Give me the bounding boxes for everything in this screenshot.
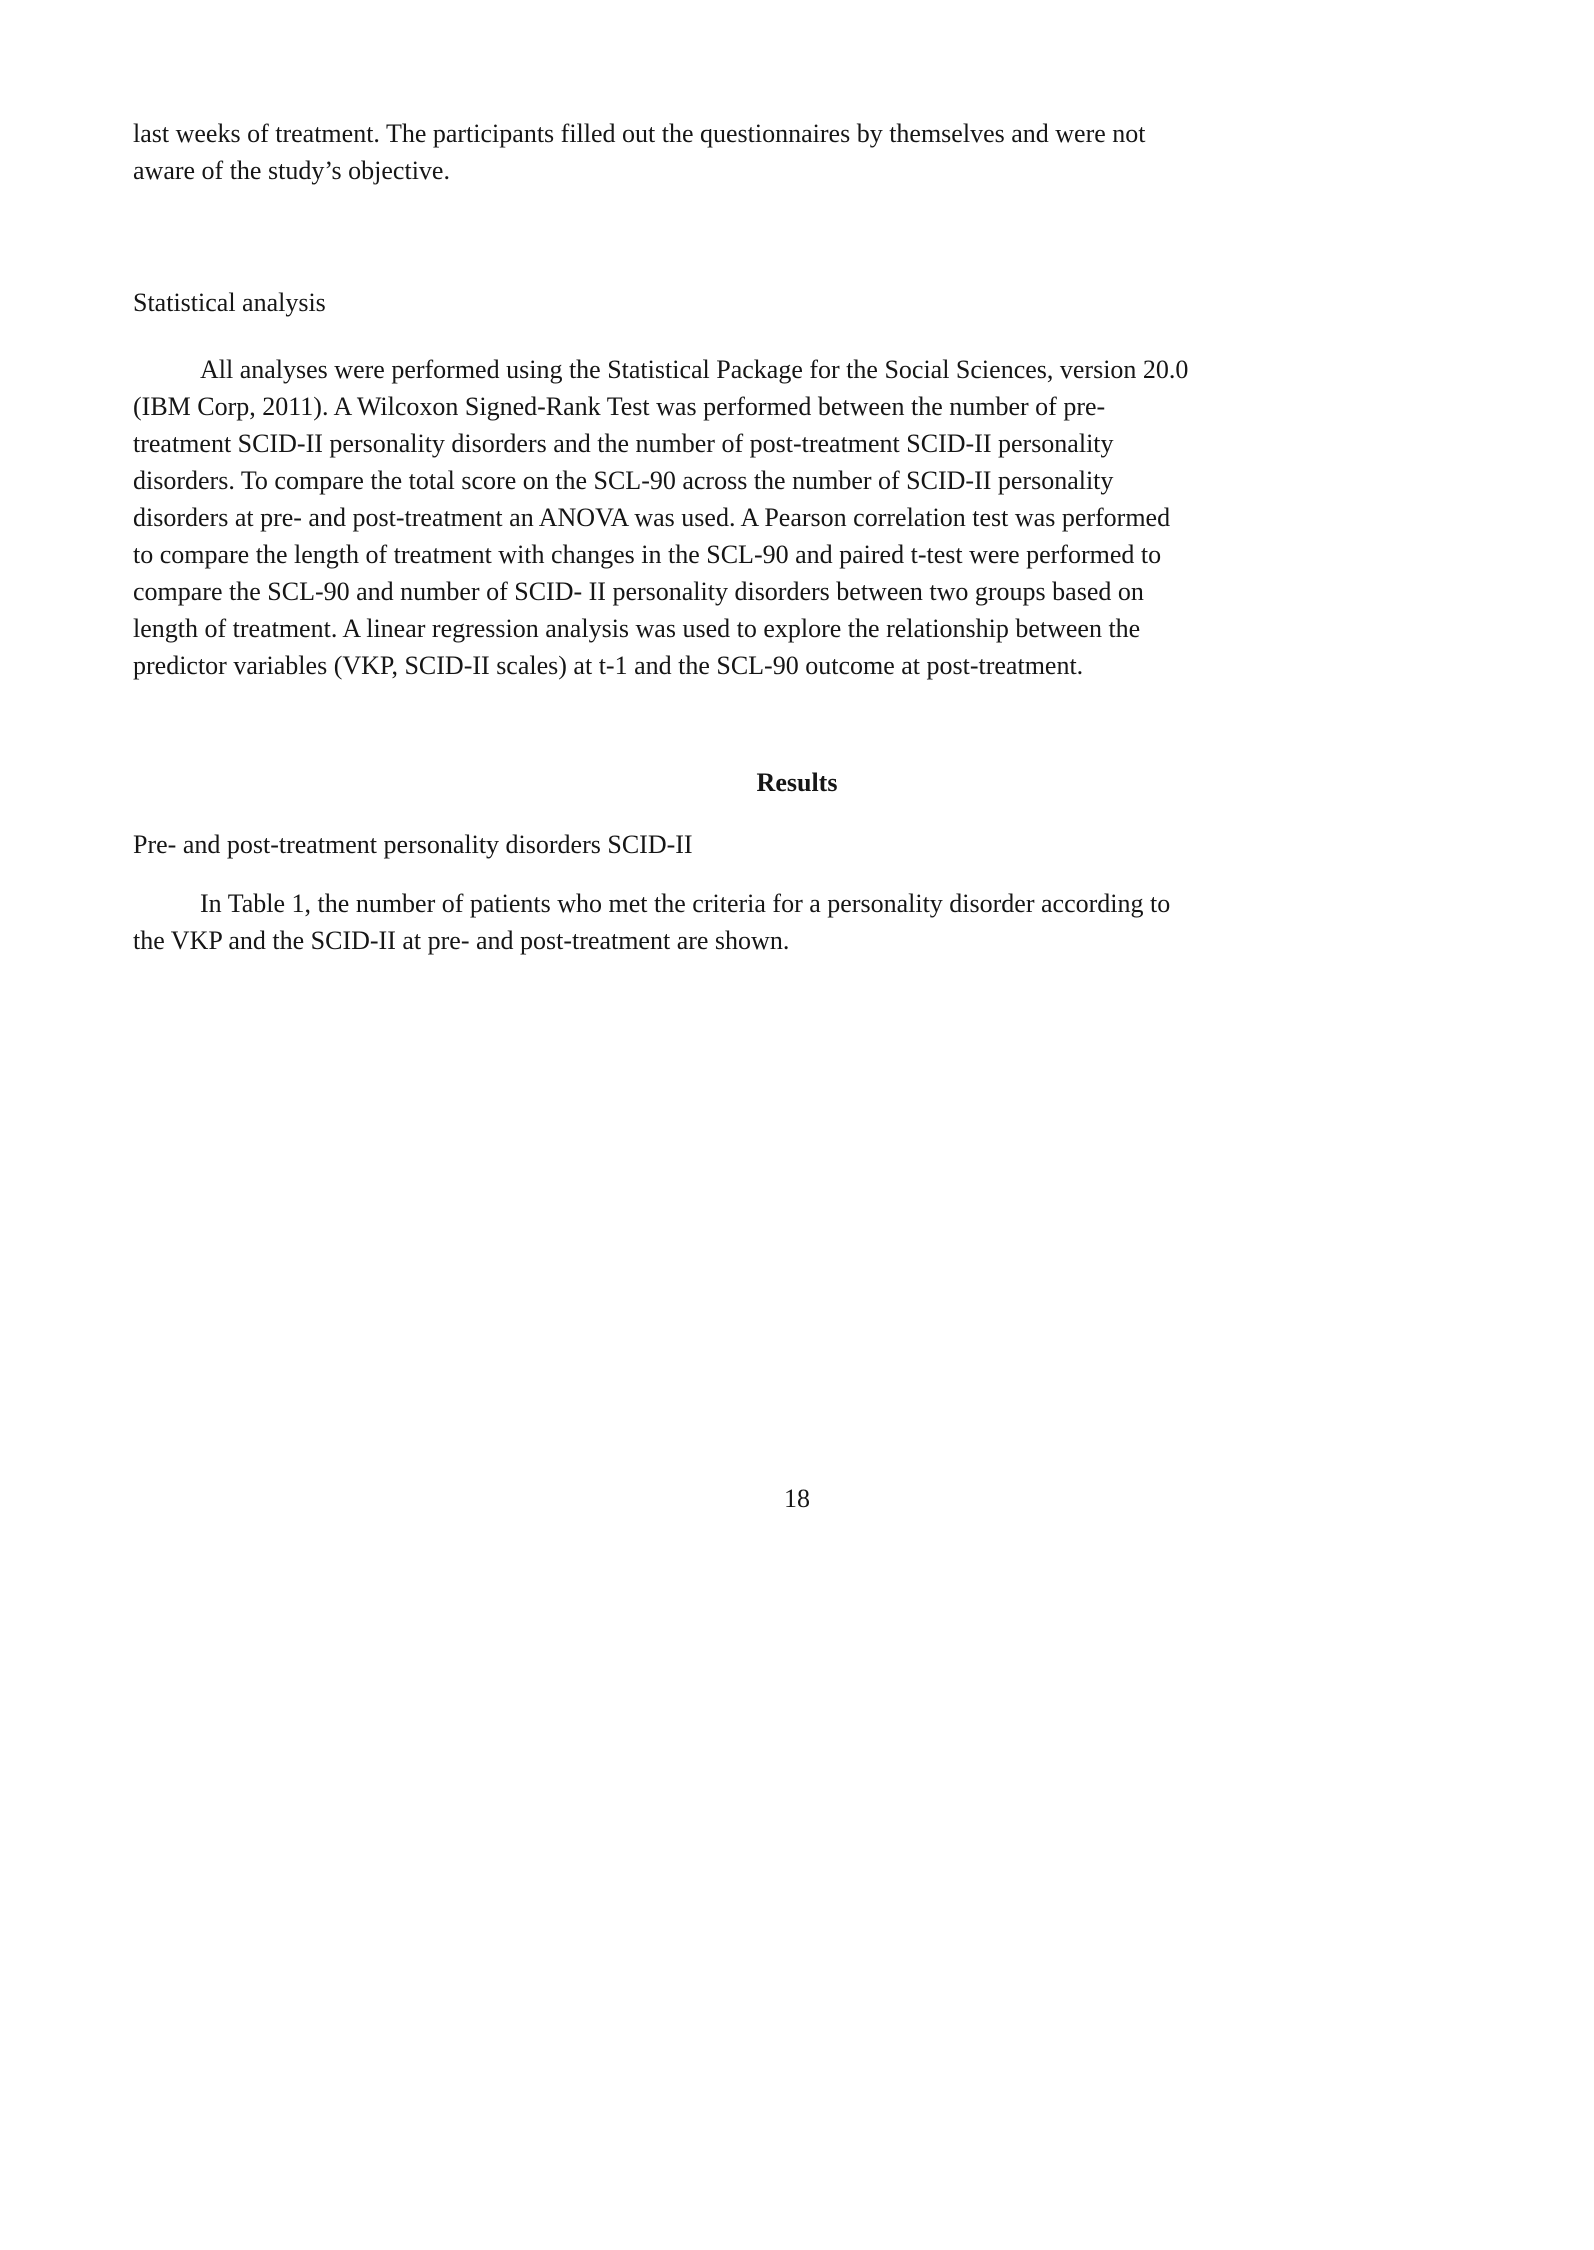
body-line: to compare the length of treatment with changes in the SCL-90 and paired t-test were performed to <box>133 540 1162 569</box>
statistical-analysis-paragraph <box>133 351 1461 684</box>
body-line: compare the SCL-90 and number of SCID- II personality disorders between two groups based on <box>133 577 1144 606</box>
results-subheading: Pre- and post-treatment personality disorders SCID-II <box>133 830 693 859</box>
body-line: length of treatment. A linear regression analysis was used to explore the relationship between the <box>133 614 1141 643</box>
body-line: last weeks of treatment. The participants filled out the questionnaires by themselves and were not <box>133 119 1146 148</box>
page-content <box>0 0 1594 959</box>
page-number: 18 <box>784 1484 810 1513</box>
results-paragraph <box>133 885 1461 959</box>
body-line: aware of the study’s objective. <box>133 156 450 185</box>
body-line: In Table 1, the number of patients who met the criteria for a personality disorder according to <box>200 889 1171 918</box>
body-line: treatment SCID-II personality disorders and the number of post-treatment SCID-II personality <box>133 429 1114 458</box>
body-line: (IBM Corp, 2011). A Wilcoxon Signed-Rank Test was performed between the number of pre- <box>133 392 1106 421</box>
body-line: the VKP and the SCID-II at pre- and post-treatment are shown. <box>133 926 790 955</box>
section-heading-statistical-analysis: Statistical analysis <box>133 288 326 317</box>
body-line: All analyses were performed using the Statistical Package for the Social Sciences, version 20.0 <box>200 355 1189 384</box>
body-line: disorders at pre- and post-treatment an ANOVA was used. A Pearson correlation test was performed <box>133 503 1171 532</box>
body-line: disorders. To compare the total score on the SCL-90 across the number of SCID-II personality <box>133 466 1114 495</box>
intro-paragraph <box>133 115 1461 189</box>
body-line: predictor variables (VKP, SCID-II scales) at t-1 and the SCL-90 outcome at post-treatment. <box>133 651 1084 680</box>
results-heading: Results <box>756 768 838 797</box>
